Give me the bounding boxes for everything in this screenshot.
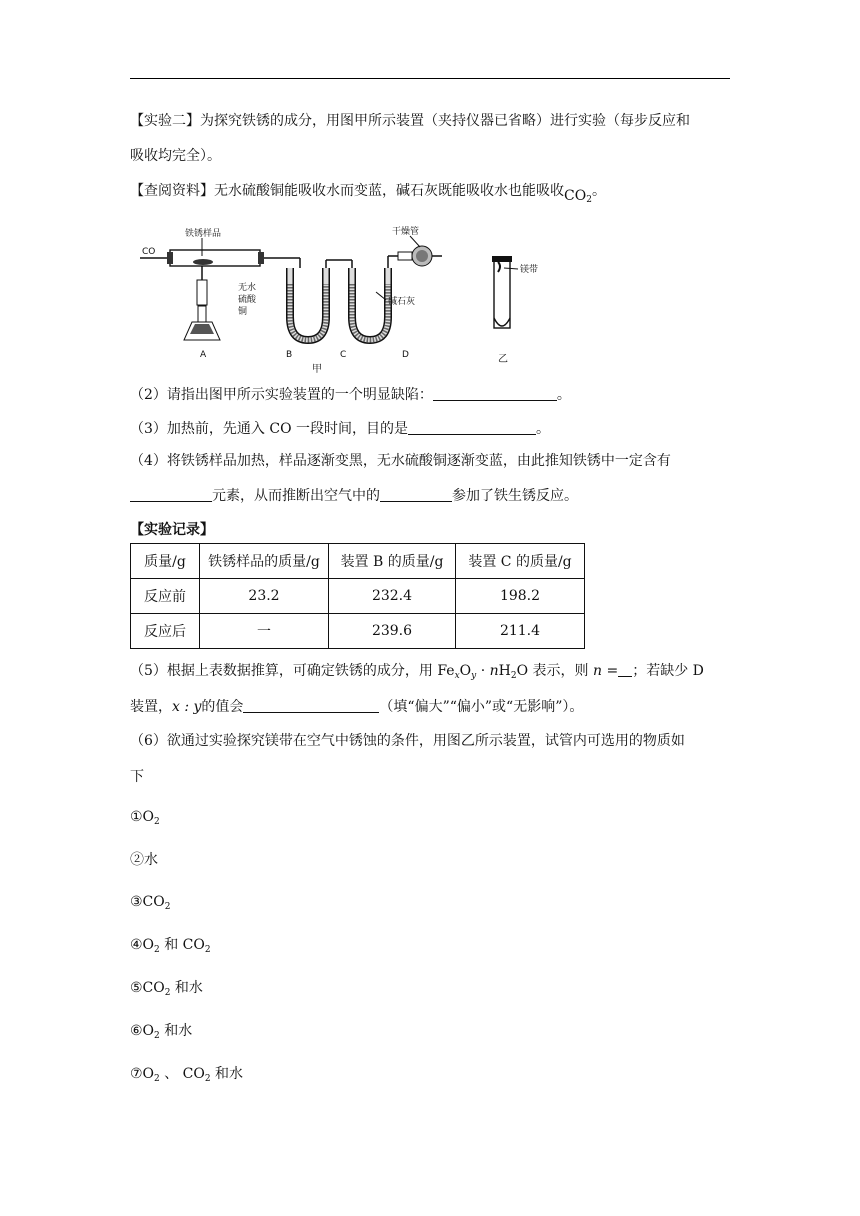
- table-cell: 239.6: [329, 614, 456, 649]
- table-header-row: [131, 544, 585, 579]
- answer-blank-4b[interactable]: [380, 487, 452, 502]
- answer-blank-3[interactable]: [408, 420, 536, 435]
- option-4: $④O_2$ 和 $CO_2$: [130, 937, 211, 955]
- answer-blank-5a[interactable]: [618, 662, 632, 677]
- question-5-line2: 装置，x : y的值会 （填“偏大”“偏小”或“无影响”）。: [130, 699, 584, 715]
- exp2-line2: 吸收均完全）。: [130, 148, 221, 164]
- label-d: D: [402, 350, 409, 360]
- soda-label: 碱石灰: [388, 297, 416, 307]
- reference-line: 【查阅资料】无水硫酸铜能吸收水而变蓝，碱石灰既能吸收水也能吸收$CO_2$。: [130, 183, 606, 205]
- table-header: 装置 B 的质量/g: [329, 544, 456, 579]
- record-table: [130, 543, 585, 649]
- option-2: ②水: [130, 852, 158, 868]
- anh-label1: 无水: [238, 283, 257, 293]
- dry-label: 干燥管: [392, 227, 420, 237]
- apparatus-figure: [140, 222, 560, 375]
- answer-blank-5b[interactable]: [243, 698, 379, 713]
- option-7: $⑦O_2$ 、 $CO_2$ 和水: [130, 1066, 244, 1084]
- label-yi: 乙: [498, 354, 508, 365]
- header-rule: [130, 78, 730, 79]
- record-title: 【实验记录】: [130, 522, 214, 538]
- table-cell: 198.2: [456, 579, 585, 614]
- table-header: 铁锈样品的质量/g: [200, 544, 329, 579]
- answer-blank-4a[interactable]: [130, 487, 212, 502]
- table-cell: 一: [200, 614, 329, 649]
- table-cell: 反应前: [131, 579, 200, 614]
- tube-a: [170, 250, 260, 266]
- exp2-line1: 【实验二】为探究铁锈的成分，用图甲所示装置（夹持仪器已省略）进行实验（每步反应和: [130, 113, 690, 129]
- question-4-line2: 元素，从而推断出空气中的 参加了铁生锈反应。: [130, 486, 578, 506]
- table-cell: 232.4: [329, 579, 456, 614]
- table-row: [131, 579, 585, 614]
- table-header: 装置 C 的质量/g: [456, 544, 585, 579]
- anh-label3: 铜: [238, 307, 248, 317]
- option-6: $⑥O_2$ 和水: [130, 1023, 193, 1041]
- table-cell: 211.4: [456, 614, 585, 649]
- label-jia: 甲: [312, 364, 322, 375]
- label-b: B: [286, 350, 293, 360]
- question-3: （3）加热前，先通入 CO 一段时间，目的是 。: [130, 421, 550, 437]
- question-5-line1: （5）根据上表数据推算，可确定铁锈的成分，用 $Fe_xO_y \cdot nH_2O$ 表示，则 n = ；若缺少 D: [130, 663, 704, 681]
- answer-blank-2[interactable]: [433, 386, 557, 401]
- table-header: 质量/g: [131, 544, 200, 579]
- question-4-line1: （4）将铁锈样品加热，样品逐渐变黑，无水硫酸铜逐渐变蓝，由此推知铁锈中一定含有: [130, 453, 671, 469]
- label-c: C: [340, 350, 347, 360]
- option-1: $①O_2$: [130, 809, 160, 827]
- table-row: [131, 614, 585, 649]
- question-6-line1: （6）欲通过实验探究镁带在空气中锈蚀的条件，用图乙所示装置，试管内可选用的物质如: [130, 733, 685, 749]
- sample-label: 铁锈样品: [185, 229, 222, 239]
- question-2: （2）请指出图甲所示实验装置的一个明显缺陷： 。: [130, 387, 571, 403]
- table-cell: 23.2: [200, 579, 329, 614]
- anh-label2: 硫酸: [238, 295, 257, 305]
- table-cell: 反应后: [131, 614, 200, 649]
- question-6-line2: 下: [130, 769, 144, 785]
- label-a: A: [200, 350, 207, 360]
- option-5: $⑤CO_2$ 和水: [130, 980, 203, 998]
- mg-label: 镁带: [520, 265, 539, 275]
- formula: $Fe_xO_y \cdot nH_2O$: [437, 663, 529, 681]
- option-3: $③CO_2$: [130, 894, 171, 912]
- co-label: CO: [142, 247, 156, 257]
